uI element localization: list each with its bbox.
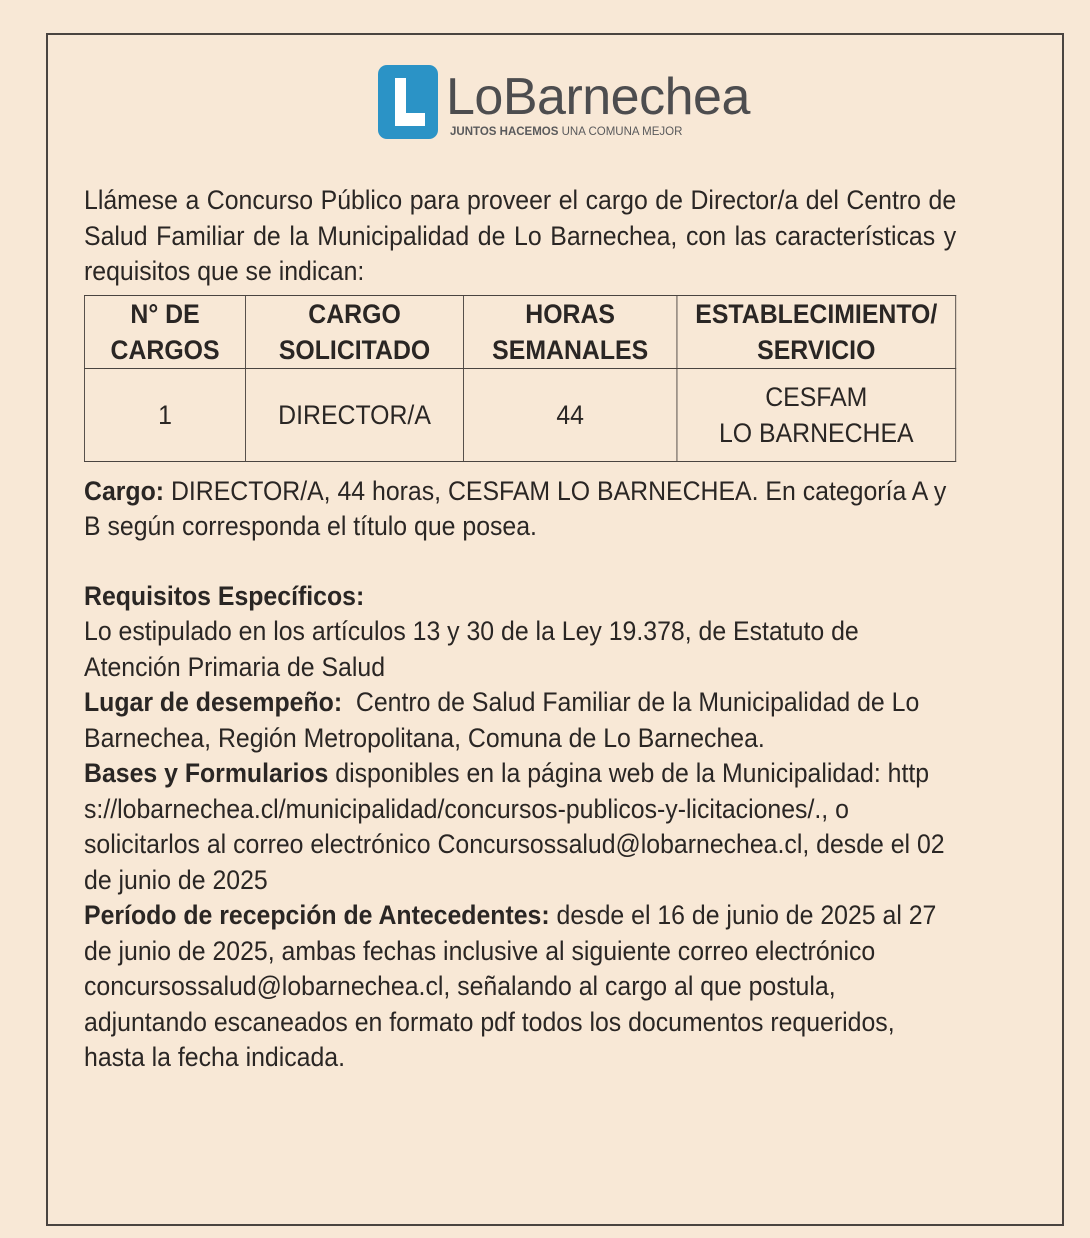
periodo-email-link[interactable]: concursossalud@lobarnechea.cl — [84, 971, 444, 1001]
table-header-row — [84, 295, 955, 368]
periodo-label: Período de recepción de Antecedentes: — [84, 900, 550, 930]
requisitos-text: Lo estipulado en los artículos 13 y 30 de la Ley 19.378, de Estatuto de Atención Primaria de Salud — [84, 616, 859, 682]
cargo-label: Cargo: — [84, 475, 165, 506]
bases-url-link[interactable]: https://lobarnechea.cl/municipalidad/concursos-publicos-y-licitaciones/. — [84, 758, 930, 824]
lugar-label: Lugar de desempeño: — [84, 687, 343, 717]
bases-text-2: , o solicitarlos al correo electrónico — [84, 793, 849, 859]
header-num-cargos: N° DE CARGOS — [84, 295, 245, 368]
notice-content — [84, 183, 956, 1076]
periodo-section — [84, 898, 956, 1076]
bases-section — [84, 756, 956, 898]
periodo-text-2: , señalando al cargo al que postula, adjuntando escaneados en formato pdf todos los documentos requeridos, hasta la fecha indicada. — [84, 971, 895, 1072]
lugar-section — [84, 685, 956, 756]
positions-table — [84, 295, 956, 462]
notice-frame — [46, 33, 1064, 1226]
lo-barnechea-logo-icon — [378, 65, 438, 139]
requisitos-label: Requisitos Específicos: — [84, 580, 365, 611]
logo-wordmark: LoBarnechea — [446, 68, 750, 126]
bases-email-link[interactable]: Concursossalud@lobarnechea.cl — [437, 829, 803, 859]
cell-horas: 44 — [463, 368, 676, 461]
bases-label: Bases y Formularios — [84, 758, 329, 788]
intro-paragraph: Llámese a Concurso Público para proveer el cargo de Director/a del Centro de Salud Familiar de la Municipalidad de Lo Barnechea, con las características y requisitos que se indican: — [84, 185, 957, 286]
table-row — [84, 368, 955, 461]
cell-establecimiento: CESFAM LO BARNECHEA — [677, 368, 956, 461]
bases-text-3: , desde el 02 de junio de 2025 — [84, 829, 945, 895]
periodo-text: desde el 16 de junio de 2025 al 27 de junio de 2025, ambas fechas inclusive al siguiente correo electrónico — [84, 900, 937, 966]
header-horas-semanales: HORAS SEMANALES — [463, 295, 676, 368]
cell-cargo-solicitado: DIRECTOR/A — [246, 368, 464, 461]
header-establecimiento: ESTABLECIMIENTO/ SERVICIO — [677, 295, 956, 368]
cargo-section — [84, 474, 956, 545]
bases-text: disponibles en la página web de la Municipalidad: — [328, 758, 881, 788]
logo-tagline: JUNTOS HACEMOS UNA COMUNA MEJOR — [450, 126, 683, 138]
lugar-text: Centro de Salud Familiar de la Municipalidad de Lo Barnechea, Región Metropolitana, Comuna de Lo Barnechea. — [84, 687, 927, 753]
cell-num-cargos: 1 — [84, 368, 245, 461]
municipality-logo — [378, 65, 798, 145]
cargo-text: DIRECTOR/A, 44 horas, CESFAM LO BARNECHEA. En categoría A y B según corresponda el título que posea. — [84, 475, 947, 541]
header-cargo-solicitado: CARGO SOLICITADO — [246, 295, 464, 368]
requisitos-section — [84, 579, 956, 686]
